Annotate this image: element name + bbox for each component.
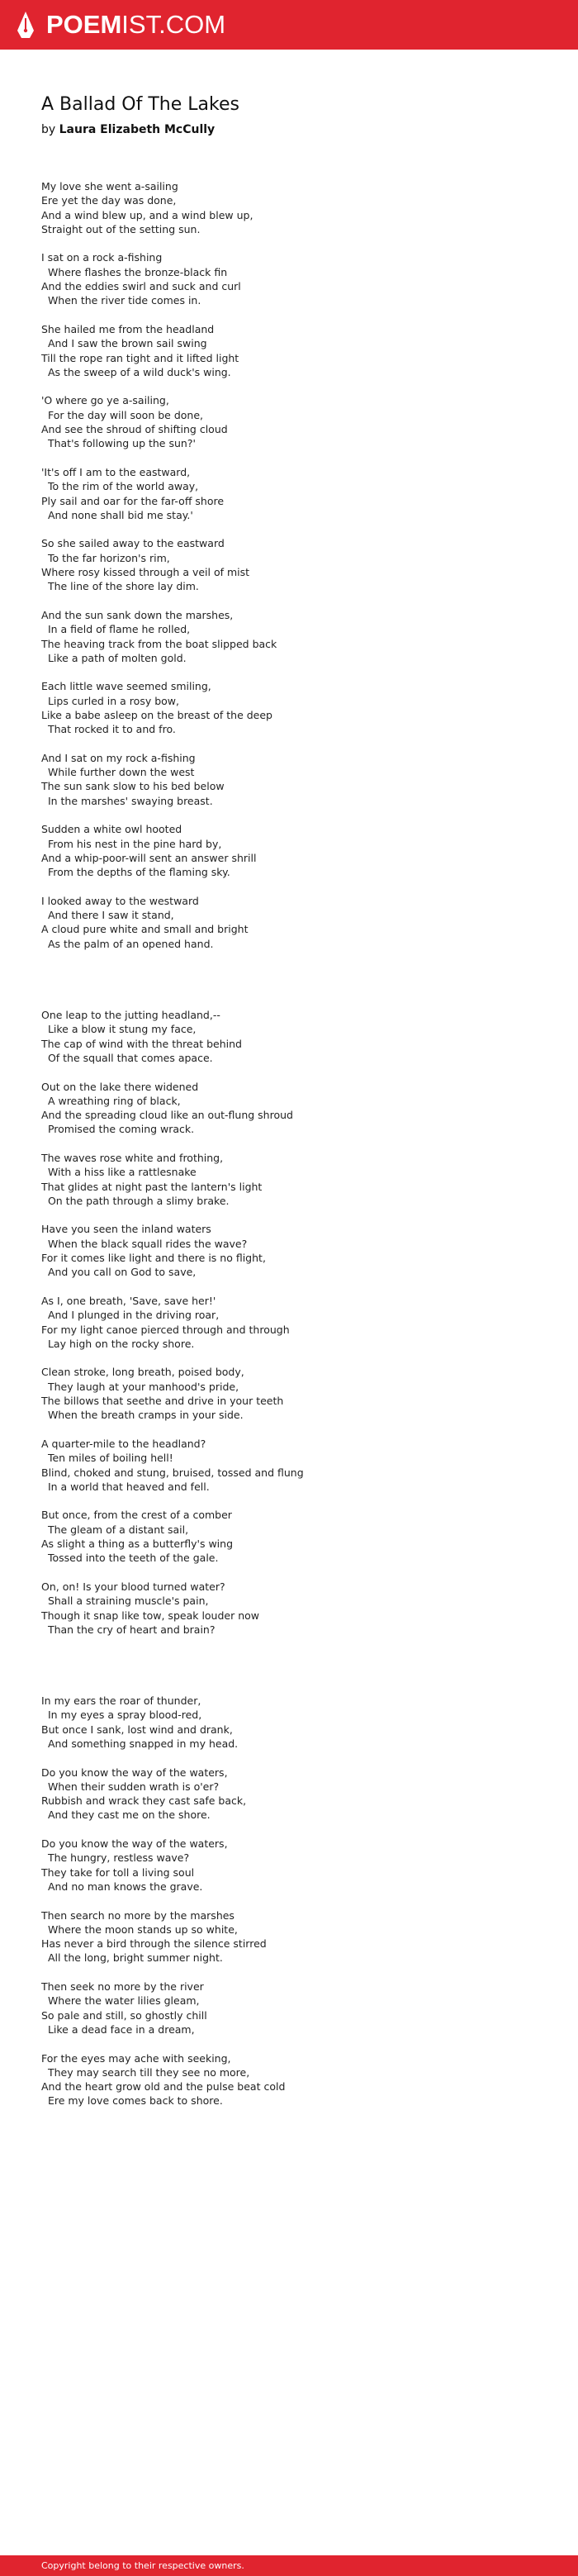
poem-line: And the eddies swirl and suck and curl xyxy=(41,280,241,293)
stanza xyxy=(41,822,545,879)
poem-line: And I sat on my rock a-fishing xyxy=(41,751,196,764)
poem-line: Out on the lake there widened xyxy=(41,1080,199,1093)
poem-line: The hungry, restless wave? xyxy=(41,1851,190,1865)
poem-line: And no man knows the grave. xyxy=(41,1880,203,1893)
poem-line: And they cast me on the shore. xyxy=(41,1808,211,1822)
stanza xyxy=(41,536,545,593)
poem-line: Has never a bird through the silence stirred xyxy=(41,1937,267,1951)
poem-line: They take for toll a living soul xyxy=(41,1865,195,1879)
poem-line: Like a blow it stung my face, xyxy=(41,1023,197,1036)
poem-line: A wreathing ring of black, xyxy=(41,1094,181,1107)
poem-line: On the path through a slimy brake. xyxy=(41,1194,230,1207)
poem-line: When their sudden wrath is o'er? xyxy=(41,1780,220,1793)
poem-line: That glides at night past the lantern's light xyxy=(41,1180,263,1193)
poem-line: Ply sail and oar for the far-off shore xyxy=(41,494,225,507)
poem-line: Lay high on the rocky shore. xyxy=(41,1337,195,1350)
poem-line: All the long, bright summer night. xyxy=(41,1951,223,1965)
poem-line: And you call on God to save, xyxy=(41,1266,197,1279)
poem-line: Clean stroke, long breath, poised body, xyxy=(41,1366,244,1379)
poem-line: As the palm of an opened hand. xyxy=(41,937,214,950)
stanza xyxy=(41,322,545,379)
poem-line: Lips curled in a rosy bow, xyxy=(41,694,179,707)
poem-line: And the sun sank down the marshes, xyxy=(41,608,234,621)
stanza xyxy=(41,1080,545,1137)
poem-line: Then search no more by the marshes xyxy=(41,1908,235,1922)
poem-line: Promised the coming wrack. xyxy=(41,1123,195,1136)
stanza xyxy=(41,1980,545,2037)
poem-line: The line of the shore lay dim. xyxy=(41,580,199,593)
header-bar xyxy=(0,0,578,50)
stanza xyxy=(41,608,545,665)
poem-line: Each little wave seemed smiling, xyxy=(41,680,211,693)
poem-line: While further down the west xyxy=(41,766,195,779)
poem-line: Shall a straining muscle's pain, xyxy=(41,1595,209,1608)
stanza xyxy=(41,1222,545,1279)
poem-line: From the depths of the flaming sky. xyxy=(41,866,230,879)
poem-title: A Ballad Of The Lakes xyxy=(41,94,239,115)
stanza xyxy=(41,1008,545,1065)
author-name: Laura Elizabeth McCully xyxy=(59,123,216,136)
poem-line: And something snapped in my head. xyxy=(41,1737,239,1750)
footer-bar xyxy=(0,2555,578,2576)
stanza xyxy=(41,1837,545,1894)
poem-line: Straight out of the setting sun. xyxy=(41,222,201,235)
poem-line: And the spreading cloud like an out-flung shroud xyxy=(41,1109,293,1122)
poem-line: Have you seen the inland waters xyxy=(41,1223,211,1236)
poem-line: Like a dead face in a dream, xyxy=(41,2022,195,2036)
poem-line: In a field of flame he rolled, xyxy=(41,623,191,636)
poem-line: She hailed me from the headland xyxy=(41,322,215,335)
stanza xyxy=(41,751,545,808)
poem-line: That rocked it to and fro. xyxy=(41,723,176,736)
poem-line: Ere yet the day was done, xyxy=(41,194,177,207)
poem-byline xyxy=(41,121,215,138)
poem-line: And the heart grow old and the pulse beat cold xyxy=(41,2080,286,2094)
poem-line: Do you know the way of the waters, xyxy=(41,1837,228,1851)
poem-line: I sat on a rock a-fishing xyxy=(41,251,163,264)
stanza xyxy=(41,1294,545,1351)
poem-line: So pale and still, so ghostly chill xyxy=(41,2008,207,2022)
poem-line: Where the water lilies gleam, xyxy=(41,1994,200,2008)
quill-pen-icon xyxy=(17,11,35,39)
poem-line: The gleam of a distant sail, xyxy=(41,1523,189,1536)
poem-line: Tossed into the teeth of the gale. xyxy=(41,1552,219,1565)
stanza xyxy=(41,1580,545,1637)
poem-line: From his nest in the pine hard by, xyxy=(41,837,222,850)
stanza xyxy=(41,2051,545,2108)
poem-line: They laugh at your manhood's pride, xyxy=(41,1380,239,1393)
poem-line: Ere my love comes back to shore. xyxy=(41,2094,223,2108)
poem-line: 'O where go ye a-sailing, xyxy=(41,394,169,407)
poem-line: But once, from the crest of a comber xyxy=(41,1509,232,1522)
poem-line: For the eyes may ache with seeking, xyxy=(41,2051,231,2065)
logo-wordmark: POEMIST.COM xyxy=(46,10,226,39)
stanza xyxy=(41,1908,545,1965)
poem-line: And there I saw it stand, xyxy=(41,909,174,922)
poem-line: And see the shroud of shifting cloud xyxy=(41,423,228,436)
stanza xyxy=(41,1151,545,1208)
poem-line: As the sweep of a wild duck's wing. xyxy=(41,365,231,378)
poem-line: When the river tide comes in. xyxy=(41,294,201,307)
poem-line: When the breath cramps in your side. xyxy=(41,1409,244,1422)
poem-line: Where rosy kissed through a veil of mist xyxy=(41,566,250,579)
poem-line: Of the squall that comes apace. xyxy=(41,1051,213,1064)
copyright-notice: Copyright belong to their respective owners. xyxy=(41,2560,244,2571)
poem-line: Till the rope ran tight and it lifted light xyxy=(41,351,239,364)
poem-line: Blind, choked and stung, bruised, tossed and flung xyxy=(41,1466,304,1479)
poem-line: In the marshes' swaying breast. xyxy=(41,794,213,807)
poem-line: They may search till they see no more, xyxy=(41,2065,250,2079)
byline-prefix: by xyxy=(41,123,59,136)
poem-line: So she sailed away to the eastward xyxy=(41,537,225,550)
poem-line: Like a path of molten gold. xyxy=(41,651,187,664)
poem-line: Where the moon stands up so white, xyxy=(41,1922,238,1936)
stanza xyxy=(41,393,545,450)
poem-line: And none shall bid me stay.' xyxy=(41,508,193,521)
poem-line: Like a babe asleep on the breast of the deep xyxy=(41,708,272,721)
poem-line: And a whip-poor-will sent an answer shrill xyxy=(41,851,257,864)
poem-line: The waves rose white and frothing, xyxy=(41,1152,224,1164)
poem-line: My love she went a-sailing xyxy=(41,180,178,192)
stanza xyxy=(41,894,545,951)
stanza xyxy=(41,1508,545,1565)
site-logo[interactable] xyxy=(17,8,225,41)
poem-line: Than the cry of heart and brain? xyxy=(41,1623,216,1636)
poem-line: To the rim of the world away, xyxy=(41,480,199,493)
poem-line: For my light canoe pierced through and through xyxy=(41,1323,290,1336)
poem-line: And I plunged in the driving roar, xyxy=(41,1309,220,1322)
poem-line: In my ears the roar of thunder, xyxy=(41,1694,201,1708)
poem-line: When the black squall rides the wave? xyxy=(41,1237,248,1250)
poem-line: In a world that heaved and fell. xyxy=(41,1480,210,1493)
poem-line: The heaving track from the boat slipped back xyxy=(41,637,277,650)
poem-line: Though it snap like tow, speak louder now xyxy=(41,1609,260,1622)
poem-line: On, on! Is your blood turned water? xyxy=(41,1580,225,1593)
stanza xyxy=(41,1694,545,1751)
poem-line: Rubbish and wrack they cast safe back, xyxy=(41,1794,247,1808)
poem-line: A quarter-mile to the headland? xyxy=(41,1437,206,1450)
poem-line: That's following up the sun?' xyxy=(41,437,196,450)
stanza xyxy=(41,679,545,736)
poem-line: Sudden a white owl hooted xyxy=(41,823,182,836)
poem-line: As slight a thing as a butterfly's wing xyxy=(41,1538,234,1551)
poem-line: Then seek no more by the river xyxy=(41,1980,204,1994)
poem-line: I looked away to the westward xyxy=(41,894,199,907)
poem-line: For the day will soon be done, xyxy=(41,408,203,421)
poem-line: Do you know the way of the waters, xyxy=(41,1766,228,1779)
poem-line: Where flashes the bronze-black fin xyxy=(41,265,228,278)
stanza xyxy=(41,465,545,522)
poem-body xyxy=(41,179,545,2122)
poem-line: The cap of wind with the threat behind xyxy=(41,1037,242,1050)
poem-line: The billows that seethe and drive in your teeth xyxy=(41,1395,284,1408)
poem-line: For it comes like light and there is no flight, xyxy=(41,1252,266,1265)
stanza xyxy=(41,1365,545,1422)
poem-line: With a hiss like a rattlesnake xyxy=(41,1166,197,1179)
stanza xyxy=(41,179,545,236)
poem-line: The sun sank slow to his bed below xyxy=(41,780,225,793)
stanza xyxy=(41,1437,545,1494)
poem-line: 'It's off I am to the eastward, xyxy=(41,465,191,478)
poem-line: A cloud pure white and small and bright xyxy=(41,923,249,936)
poem-line: One leap to the jutting headland,-- xyxy=(41,1009,220,1022)
poem-line: As I, one breath, 'Save, save her!' xyxy=(41,1294,216,1307)
poem-line: And I saw the brown sail swing xyxy=(41,337,207,350)
poem-line: In my eyes a spray blood-red, xyxy=(41,1709,202,1722)
poem-line: But once I sank, lost wind and drank, xyxy=(41,1723,233,1736)
poem-line: Ten miles of boiling hell! xyxy=(41,1452,173,1465)
stanza xyxy=(41,1766,545,1823)
stanza xyxy=(41,250,545,307)
poem-line: And a wind blew up, and a wind blew up, xyxy=(41,208,253,221)
poem-line: To the far horizon's rim, xyxy=(41,551,170,564)
